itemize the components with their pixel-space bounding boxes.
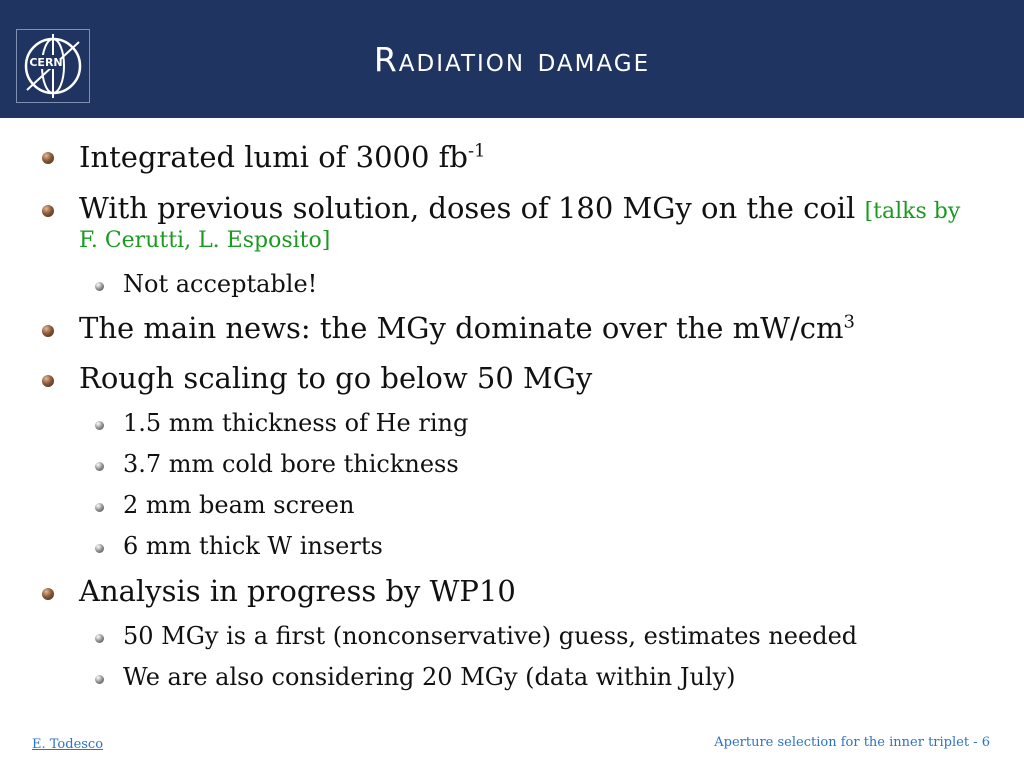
bullet-text: With previous solution, doses of 180 MGy on the coil [talks by	[79, 191, 961, 225]
slide-header	[0, 0, 1024, 118]
bullet-icon	[42, 375, 54, 387]
bullet-icon	[95, 675, 104, 684]
sub-bullet-text: 1.5 mm thickness of He ring	[123, 409, 469, 437]
bullet-icon	[95, 634, 104, 643]
reference-text: F. Cerutti, L. Esposito]	[79, 228, 331, 253]
bullet-icon	[95, 544, 104, 553]
bullet-icon	[95, 282, 104, 291]
bullet-icon	[42, 152, 54, 164]
bullet-text: The main news: the MGy dominate over the $mW/cm^3$	[79, 311, 855, 345]
sub-bullet-text: 6 mm thick W inserts	[123, 532, 383, 560]
bullet-text: Analysis in progress by WP10	[79, 574, 516, 608]
bullet-text: Integrated lumi of 3000 $fb^{-1}$	[79, 140, 486, 174]
sub-bullet-text: 50 MGy is a first (nonconservative) guess, estimates needed	[123, 622, 858, 650]
sub-bullet-text: 3.7 mm cold bore thickness	[123, 450, 459, 478]
slide-title: Radiation damage	[373, 40, 651, 79]
bullet-icon	[42, 205, 54, 217]
sub-bullet-text: 2 mm beam screen	[123, 491, 355, 519]
bullet-icon	[42, 325, 54, 337]
sub-bullet-text: We are also considering 20 MGy (data within July)	[123, 663, 736, 691]
bullet-icon	[95, 503, 104, 512]
bullet-icon	[95, 421, 104, 430]
svg-text:CERN: CERN	[29, 56, 63, 69]
footer-slide-info: Aperture selection for the inner triplet - 6	[714, 735, 990, 750]
footer-author-link[interactable]: E. Todesco	[32, 737, 104, 752]
bullet-text: Rough scaling to go below 50 MGy	[79, 361, 593, 395]
bullet-icon	[42, 588, 54, 600]
sub-bullet-text: Not acceptable!	[123, 270, 318, 298]
bullet-icon	[95, 462, 104, 471]
